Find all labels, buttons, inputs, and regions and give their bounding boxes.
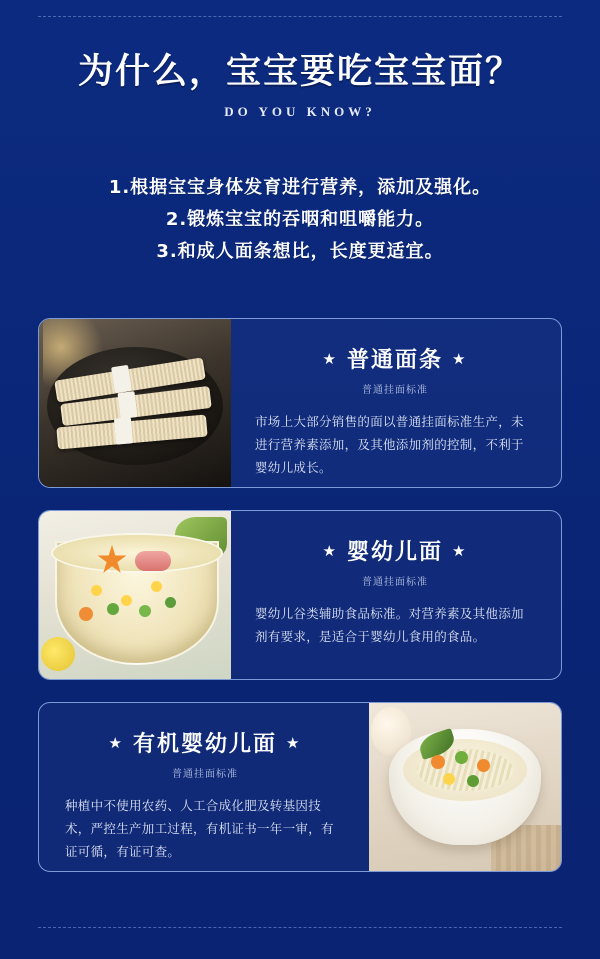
card-desc-3: 种植中不使用农药、人工合成化肥及转基因技术，严控生产加工过程，有机证书一年一审，有证可循，有证可查。 — [65, 798, 334, 859]
card-title-row-2 — [255, 537, 535, 567]
comparison-card-organic-infant-noodles — [38, 702, 562, 872]
intro-line-1: 1.根据宝宝身体发育进行营养，添加及强化。 — [108, 177, 492, 198]
card-subtitle-2: 普通挂面标准 — [362, 577, 428, 588]
card-body-organic-infant-noodles — [39, 703, 371, 871]
intro-line-2: 2.锻炼宝宝的吞咽和咀嚼能力。 — [165, 209, 435, 230]
card-title-2: 婴幼儿面 — [346, 540, 443, 565]
card-photo-organic-bowl — [369, 703, 561, 871]
star-icon: ★ — [286, 734, 302, 752]
intro-list — [0, 172, 600, 268]
card-title-row-3 — [65, 729, 345, 759]
star-icon: ★ — [452, 350, 468, 368]
page-subtitle: DO YOU KNOW? — [224, 104, 376, 119]
card-body-ordinary-noodles — [229, 319, 561, 487]
card-photo-noodle-soup — [39, 511, 231, 679]
star-icon: ★ — [322, 542, 338, 560]
card-body-infant-noodles — [229, 511, 561, 679]
comparison-card-ordinary-noodles — [38, 318, 562, 488]
card-title-1: 普通面条 — [346, 348, 443, 373]
intro-line-3: 3.和成人面条想比，长度更适宜。 — [156, 241, 444, 262]
star-icon: ★ — [322, 350, 338, 368]
card-subtitle-1: 普通挂面标准 — [362, 385, 428, 396]
card-photo-dried-noodles — [39, 319, 231, 487]
card-desc-1: 市场上大部分销售的面以普通挂面标准生产，未进行营养素添加，及其他添加剂的控制，不利于婴幼儿成长。 — [255, 414, 524, 475]
card-title-3: 有机婴幼儿面 — [132, 732, 277, 757]
card-subtitle-3: 普通挂面标准 — [172, 769, 238, 780]
bottom-divider — [38, 927, 562, 929]
page-title: 为什么，宝宝要吃宝宝面？ — [77, 52, 522, 92]
star-icon: ★ — [452, 542, 468, 560]
card-desc-2: 婴幼儿谷类辅助食品标准。对营养素及其他添加剂有要求，是适合于婴幼儿食用的食品。 — [255, 606, 524, 644]
top-divider — [38, 16, 562, 18]
comparison-card-infant-noodles — [38, 510, 562, 680]
card-title-row-1 — [255, 345, 535, 375]
star-icon: ★ — [108, 734, 124, 752]
